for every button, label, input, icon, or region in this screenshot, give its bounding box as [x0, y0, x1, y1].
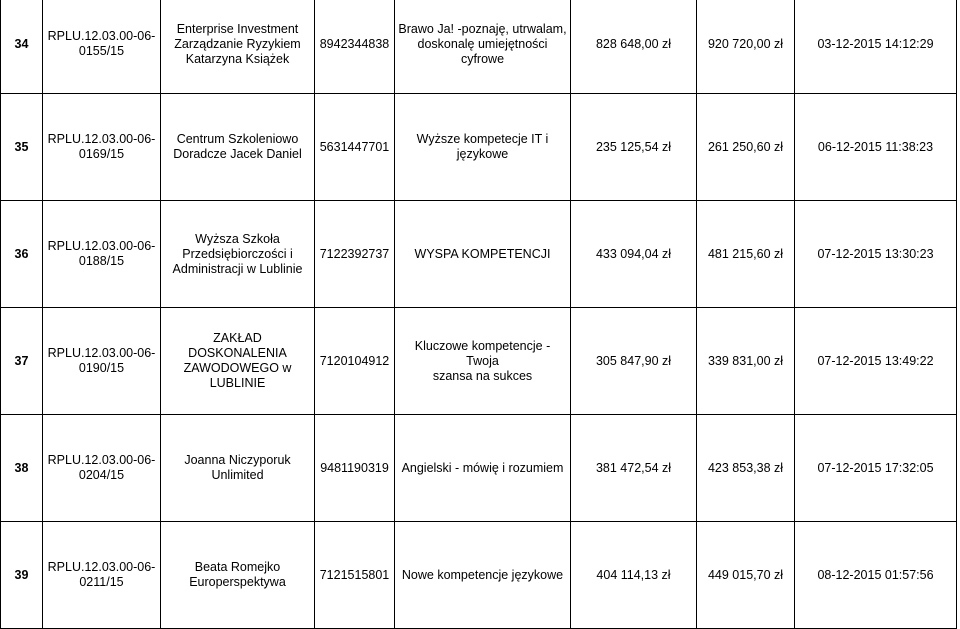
nip-cell: 5631447701: [315, 94, 395, 201]
row-number-cell: 36: [1, 201, 43, 308]
nip-cell: 8942344838: [315, 0, 395, 94]
applicant-name-cell: [161, 0, 315, 94]
table-row: [1, 201, 957, 308]
cell-line: Katarzyna Książek: [185, 51, 290, 66]
row-number-cell: 39: [1, 522, 43, 629]
cell-line: Joanna Niczyporuk: [184, 453, 291, 467]
application-id-line: 0155/15: [78, 44, 125, 58]
total-value-cell: 433 094,04 zł: [571, 201, 697, 308]
submission-date-cell: 07-12-2015 13:49:22: [795, 308, 957, 415]
requested-value-cell: 481 215,60 zł: [697, 201, 795, 308]
submission-date-cell: 07-12-2015 13:30:23: [795, 201, 957, 308]
row-number-cell: 34: [1, 0, 43, 94]
application-id-line: 0190/15: [78, 361, 125, 375]
cell-line: Zarządzanie Ryzykiem: [174, 36, 301, 51]
nip-cell: 7122392737: [315, 201, 395, 308]
application-id-cell: [43, 0, 161, 94]
cell-line: Przedsiębiorczości i: [182, 246, 293, 261]
cell-line: WYSPA KOMPETENCJI: [414, 246, 551, 261]
applicant-name-cell: [161, 522, 315, 629]
cell-line: Doradcze Jacek Daniel: [173, 147, 302, 161]
application-id-line: RPLU.12.03.00-06-: [47, 560, 156, 574]
cell-line: Nowe kompetencje językowe: [401, 567, 564, 582]
applicant-name-cell: [161, 308, 315, 415]
applicant-name-cell: [161, 201, 315, 308]
row-number-cell: 38: [1, 415, 43, 522]
table-row: [1, 522, 957, 629]
row-number-cell: 35: [1, 94, 43, 201]
cell-line: Kluczowe kompetencje - Twoja: [414, 338, 551, 368]
project-title-cell: [395, 308, 571, 415]
cell-line: Wyższe kompetecje IT i: [416, 132, 549, 146]
table-row: [1, 415, 957, 522]
submission-date-cell: 07-12-2015 17:32:05: [795, 415, 957, 522]
nip-cell: 7121515801: [315, 522, 395, 629]
cell-line: językowe: [456, 147, 509, 161]
cell-line: Angielski - mówię i rozumiem: [401, 460, 564, 475]
submission-date-cell: 03-12-2015 14:12:29: [795, 0, 957, 94]
project-title-cell: [395, 415, 571, 522]
table-row: [1, 0, 957, 94]
cell-line: Beata Romejko: [194, 560, 281, 574]
cell-line: ZAKŁAD DOSKONALENIA: [188, 331, 287, 360]
table-row: [1, 94, 957, 201]
requested-value-cell: 261 250,60 zł: [697, 94, 795, 201]
cell-line: Wyższa Szkoła: [195, 231, 280, 246]
cell-line: Centrum Szkoleniowo: [176, 132, 299, 146]
cell-line: Enterprise Investment: [176, 21, 299, 36]
application-id-line: 0188/15: [78, 254, 125, 268]
nip-cell: 7120104912: [315, 308, 395, 415]
submission-date-cell: 06-12-2015 11:38:23: [795, 94, 957, 201]
application-id-cell: [43, 308, 161, 415]
total-value-cell: 404 114,13 zł: [571, 522, 697, 629]
total-value-cell: 828 648,00 zł: [571, 0, 697, 94]
application-id-line: 0204/15: [78, 468, 125, 482]
cell-line: doskonalę umiejętności cyfrowe: [417, 36, 548, 66]
requested-value-cell: 339 831,00 zł: [697, 308, 795, 415]
total-value-cell: 235 125,54 zł: [571, 94, 697, 201]
total-value-cell: 305 847,90 zł: [571, 308, 697, 415]
project-title-cell: [395, 94, 571, 201]
application-id-cell: [43, 415, 161, 522]
cell-line: Europerspektywa: [189, 575, 286, 589]
cell-line: Unlimited: [211, 468, 264, 482]
applicant-name-cell: [161, 94, 315, 201]
application-id-cell: [43, 522, 161, 629]
row-number-cell: 37: [1, 308, 43, 415]
application-id-cell: [43, 201, 161, 308]
project-title-cell: [395, 522, 571, 629]
application-id-line: 0169/15: [78, 147, 125, 161]
cell-line: Administracji w Lublinie: [172, 261, 303, 276]
cell-line: szansa na sukces: [432, 368, 533, 383]
cell-line: Brawo Ja! -poznaję, utrwalam,: [398, 21, 567, 36]
application-id-line: 0211/15: [79, 575, 124, 589]
submission-date-cell: 08-12-2015 01:57:56: [795, 522, 957, 629]
requested-value-cell: 449 015,70 zł: [697, 522, 795, 629]
total-value-cell: 381 472,54 zł: [571, 415, 697, 522]
application-id-line: RPLU.12.03.00-06-: [47, 132, 156, 146]
application-id-line: RPLU.12.03.00-06-: [47, 346, 156, 360]
table-row: [1, 308, 957, 415]
application-id-line: RPLU.12.03.00-06-: [47, 239, 156, 253]
cell-line: ZAWODOWEGO w: [183, 361, 292, 375]
application-id-line: RPLU.12.03.00-06-: [47, 29, 156, 43]
application-id-line: RPLU.12.03.00-06-: [47, 453, 156, 467]
application-id-cell: [43, 94, 161, 201]
requested-value-cell: 920 720,00 zł: [697, 0, 795, 94]
requested-value-cell: 423 853,38 zł: [697, 415, 795, 522]
cell-line: LUBLINIE: [209, 376, 266, 390]
applicant-name-cell: [161, 415, 315, 522]
nip-cell: 9481190319: [315, 415, 395, 522]
project-title-cell: [395, 0, 571, 94]
project-title-cell: [395, 201, 571, 308]
